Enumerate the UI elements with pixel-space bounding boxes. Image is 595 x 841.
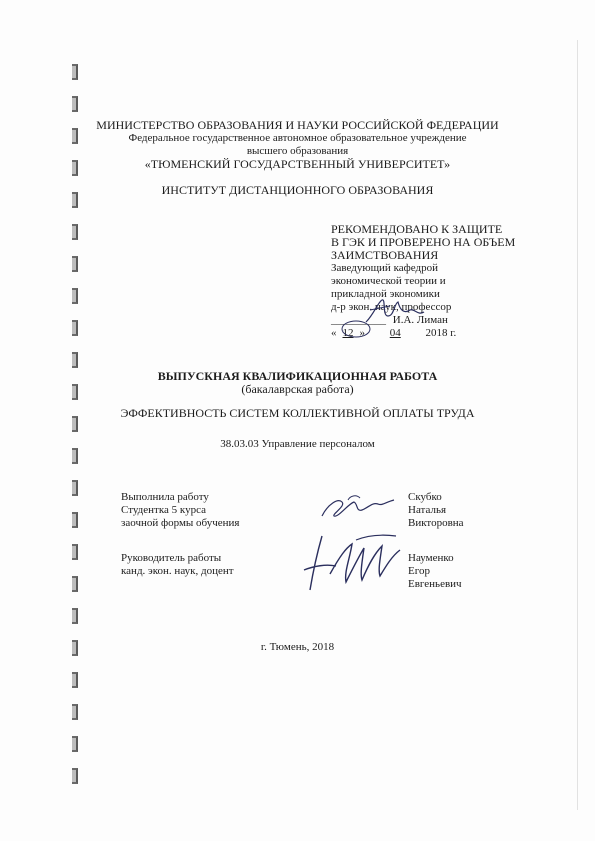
binding-hole: [72, 96, 78, 112]
date-month: 04: [389, 327, 401, 339]
date-quote-open: «: [331, 327, 337, 339]
binding-hole: [72, 736, 78, 752]
date-day: 12: [342, 327, 354, 339]
binding-hole: [72, 64, 78, 80]
approval-line-3: ЗАИМСТВОВАНИЯ: [331, 248, 439, 262]
approver-position-1: Заведующий кафедрой: [331, 262, 438, 274]
binding-hole: [72, 320, 78, 336]
student-surname: Скубко: [408, 491, 442, 503]
binding-hole: [72, 256, 78, 272]
institute-name: ИНСТИТУТ ДИСТАНЦИОННОГО ОБРАЗОВАНИЯ: [161, 183, 434, 197]
university-name: «ТЮМЕНСКИЙ ГОСУДАРСТВЕННЫЙ УНИВЕРСИТЕТ»: [144, 157, 451, 171]
binding-hole: [72, 704, 78, 720]
student-patronymic: Викторовна: [408, 517, 464, 529]
binding-hole: [72, 448, 78, 464]
binding-hole: [72, 768, 78, 784]
binding-hole: [72, 672, 78, 688]
education-level: высшего образования: [246, 145, 349, 157]
student-label-1: Выполнила работу: [121, 491, 209, 503]
approval-line-2: В ГЭК И ПРОВЕРЕНО НА ОБЪЕМ: [331, 235, 516, 249]
ministry-heading: МИНИСТЕРСТВО ОБРАЗОВАНИЯ И НАУКИ РОССИЙСКОЙ ФЕДЕРАЦИИ: [96, 118, 499, 132]
date-stamp-scribble: [338, 318, 374, 340]
supervisor-patronymic: Евгеньевич: [408, 578, 462, 590]
binding-hole: [72, 288, 78, 304]
date-quote-close: »: [359, 327, 365, 339]
student-label-3: заочной формы обучения: [121, 517, 240, 529]
binding-hole: [72, 608, 78, 624]
approval-line-1: РЕКОМЕНДОВАНО К ЗАЩИТЕ: [331, 222, 503, 236]
binding-hole: [72, 576, 78, 592]
binding-hole: [72, 544, 78, 560]
binding-hole: [72, 480, 78, 496]
student-label-2: Студентка 5 курса: [121, 504, 206, 516]
supervisor-signature-image: [300, 526, 412, 602]
date-year: 2018 г.: [425, 327, 457, 339]
binding-hole: [72, 224, 78, 240]
work-subtype: (бакалаврская работа): [241, 382, 354, 396]
binding-hole: [72, 512, 78, 528]
signature-blank: __________: [331, 314, 386, 326]
institution-type: Федеральное государственное автономное образовательное учреждение: [128, 132, 467, 144]
supervisor-name: Егор: [408, 565, 430, 577]
work-type: ВЫПУСКНАЯ КВАЛИФИКАЦИОННАЯ РАБОТА: [157, 369, 438, 383]
student-signature-image: [318, 492, 398, 524]
city-year: г. Тюмень, 2018: [260, 641, 335, 653]
binding-hole: [72, 352, 78, 368]
work-title: ЭФФЕКТИВНОСТЬ СИСТЕМ КОЛЛЕКТИВНОЙ ОПЛАТЫ ТРУДА: [120, 406, 475, 420]
supervisor-label-1: Руководитель работы: [121, 552, 222, 564]
student-name: Наталья: [408, 504, 447, 516]
approver-position-3: прикладной экономики: [331, 288, 440, 300]
specialty: 38.03.03 Управление персоналом: [220, 438, 375, 450]
approver-name: И.А. Лиман: [392, 314, 448, 326]
approver-degree: д-р экон. наук, профессор: [331, 301, 452, 313]
supervisor-surname: Науменко: [408, 552, 454, 564]
supervisor-label-2: канд. экон. наук, доцент: [121, 565, 234, 577]
approver-position-2: экономической теории и: [331, 275, 446, 287]
